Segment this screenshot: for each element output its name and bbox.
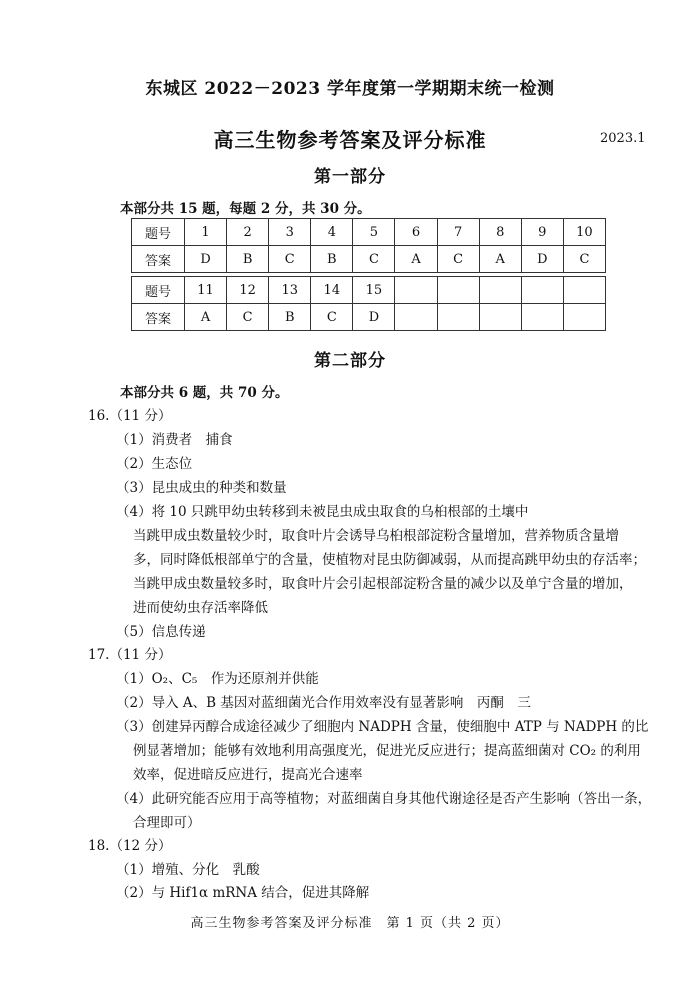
part1-intro: 本部分共 15 题，每题 2 分，共 30 分。 [120,201,371,217]
q16-answer-4: （4）将 10 只跳甲幼虫转移到未被昆虫成虫取食的乌桕根部的土壤中 [116,504,529,520]
answer-cell: C [353,246,395,273]
q17-answer-4: （4）此研究能否应用于高等植物；对蓝细菌自身其他代谢途径是否产生影响（答出一条， [116,791,652,807]
answer-cell: A [395,246,437,273]
answer-cell: A [479,246,521,273]
question-number: 5 [353,219,395,246]
row-label: 题号 [132,219,185,246]
answer-cell: C [563,246,605,273]
page-footer: 高三生物参考答案及评分标准 第 1 页（共 2 页） [190,916,510,931]
table-row [132,219,606,246]
q16-answer-4-line: 当跳甲成虫数量较少时，取食叶片会诱导乌桕根部淀粉含量增加，营养物质含量增 [133,528,619,544]
table-row [132,304,606,331]
q16-answer-4-line: 当跳甲成虫数量较多时，取食叶片会引起根部淀粉含量的减少以及单宁含量的增加， [133,576,633,592]
question-number: 3 [269,219,311,246]
q17-answer-1: （1）O₂、C₅ 作为还原剂并供能 [116,671,319,687]
empty-cell [437,304,479,331]
q16-answer-3: （3）昆虫成虫的种类和数量 [116,480,287,496]
table-row [132,246,606,273]
q18-answer-1: （1）增殖、分化 乳酸 [116,862,260,878]
empty-cell [479,277,521,304]
question-number: 1 [185,219,227,246]
question-number: 6 [395,219,437,246]
q16-answer-1: （1）消费者 捕食 [116,432,233,448]
row-label: 答案 [132,246,185,273]
row-label: 题号 [132,277,185,304]
q16-heading: 16.（11 分） [88,408,172,424]
answer-cell: C [437,246,479,273]
empty-cell [521,277,563,304]
question-number: 2 [227,219,269,246]
question-number: 12 [227,277,269,304]
q18-answer-2: （2）与 Hif1α mRNA 结合，促进其降解 [116,885,370,901]
answer-cell: B [311,246,353,273]
empty-cell [563,304,605,331]
answer-cell: C [269,246,311,273]
empty-cell [563,277,605,304]
answer-cell: C [227,304,269,331]
question-number: 13 [269,277,311,304]
date: 2023.1 [600,131,646,146]
q16-answer-4-line: 进而使幼虫存活率降低 [133,600,268,616]
empty-cell [437,277,479,304]
empty-cell [479,304,521,331]
part1-title: 第一部分 [314,167,386,187]
q17-heading: 17.（11 分） [88,647,172,663]
q17-answer-3-line: 例显著增加；能够有效地利用高强度光，促进光反应进行；提高蓝细菌对 CO₂ 的利用 [133,743,641,759]
q17-answer-4-line: 合理即可） [133,815,201,831]
table-row [132,277,606,304]
q16-answer-5: （5）信息传递 [116,624,206,640]
q18-heading: 18.（12 分） [88,838,172,854]
answer-cell: B [227,246,269,273]
answer-cell: D [353,304,395,331]
answer-cell: A [185,304,227,331]
answer-cell: D [185,246,227,273]
answer-table [131,218,606,331]
q17-answer-3: （3）创建异丙醇合成途径减少了细胞内 NADPH 含量，使细胞中 ATP 与 NADPH 的比 [116,719,649,735]
answer-cell: B [269,304,311,331]
answer-cell: C [311,304,353,331]
question-number: 8 [479,219,521,246]
part2-title: 第二部分 [314,351,386,371]
q16-answer-4-line: 多，同时降低根部单宁的含量，使植物对昆虫防御减弱，从而提高跳甲幼虫的存活率； [133,552,646,568]
question-number: 4 [311,219,353,246]
q16-answer-2: （2）生态位 [116,456,193,472]
question-number: 15 [353,277,395,304]
page-title: 高三生物参考答案及评分标准 [213,128,487,152]
row-label: 答案 [132,304,185,331]
question-number: 9 [521,219,563,246]
empty-cell [521,304,563,331]
question-number: 10 [563,219,605,246]
q17-answer-3-line: 效率，促进暗反应进行，提高光合速率 [133,767,363,783]
question-number: 7 [437,219,479,246]
empty-cell [395,304,437,331]
exam-header: 东城区 2022－2023 学年度第一学期期末统一检测 [145,79,555,99]
part2-intro: 本部分共 6 题，共 70 分。 [120,385,289,401]
empty-cell [395,277,437,304]
answer-cell: D [521,246,563,273]
question-number: 11 [185,277,227,304]
q17-answer-2: （2）导入 A、B 基因对蓝细菌光合作用效率没有显著影响 丙酮 三 [116,695,531,711]
question-number: 14 [311,277,353,304]
